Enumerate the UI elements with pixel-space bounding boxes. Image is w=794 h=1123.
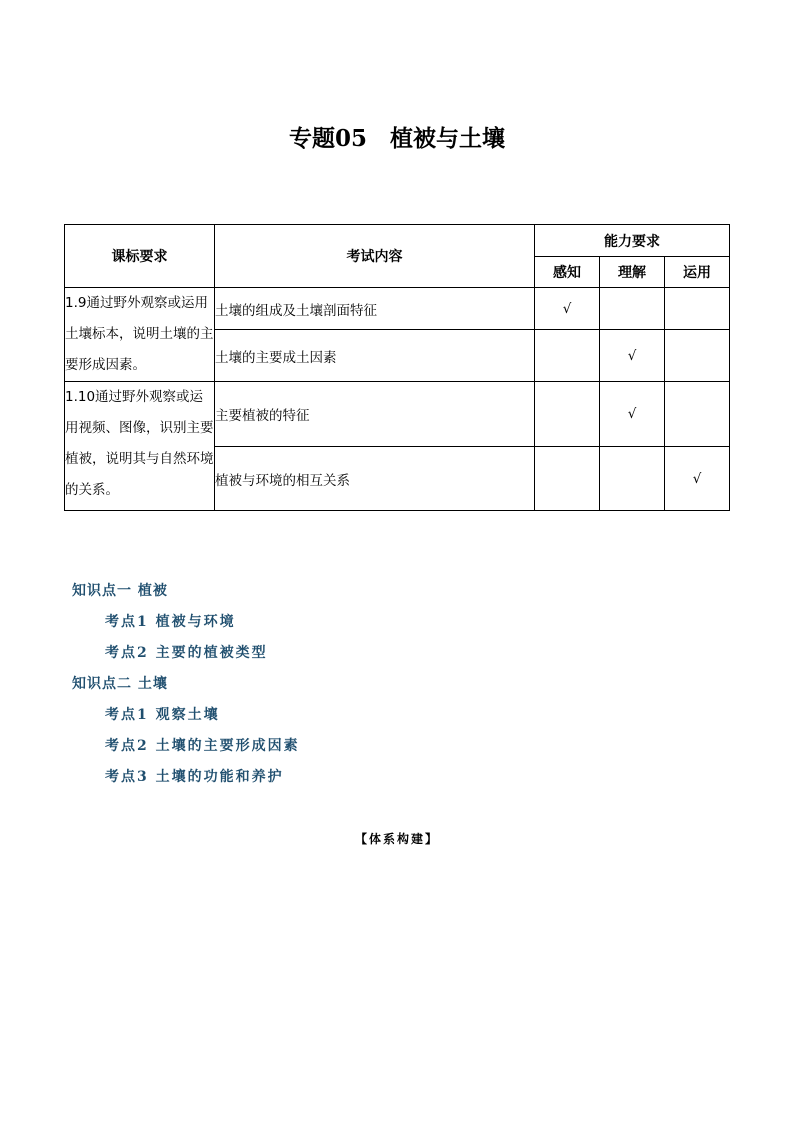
header-content: 考试内容 <box>215 225 535 288</box>
exam-point: 考点3 土壤的功能和养护 <box>105 769 284 785</box>
table-row <box>65 382 730 447</box>
knowledge-outline <box>72 576 300 793</box>
header-ability-understand: 理解 <box>600 257 665 288</box>
content-cell: 土壤的组成及土壤剖面特征 <box>215 288 535 330</box>
exam-point: 考点1 植被与环境 <box>105 614 236 630</box>
exam-point: 考点1 观察土壤 <box>105 707 220 723</box>
requirements-table <box>64 224 730 511</box>
standard-cell: 1.10通过野外观察或运用视频、图像，识别主要植被，说明其与自然环境的关系。 <box>65 382 215 511</box>
knowledge-point-soil: 知识点二 土壤 <box>72 676 168 692</box>
knowledge-point-vegetation: 知识点一 植被 <box>72 583 168 599</box>
check-mark <box>665 382 730 447</box>
exam-point: 考点2 土壤的主要形成因素 <box>105 738 300 754</box>
exam-point: 考点2 主要的植被类型 <box>105 645 268 661</box>
check-mark <box>665 288 730 330</box>
header-ability-perceive: 感知 <box>535 257 600 288</box>
check-mark <box>665 330 730 382</box>
table-row <box>65 288 730 330</box>
page-title: 专题05 植被与土壤 <box>288 125 505 152</box>
check-mark: √ <box>600 330 665 382</box>
check-mark: √ <box>600 382 665 447</box>
check-mark: √ <box>535 288 600 330</box>
header-ability-apply: 运用 <box>665 257 730 288</box>
content-cell: 土壤的主要成土因素 <box>215 330 535 382</box>
check-mark <box>535 382 600 447</box>
check-mark: √ <box>665 447 730 511</box>
check-mark <box>535 447 600 511</box>
content-cell: 植被与环境的相互关系 <box>215 447 535 511</box>
content-cell: 主要植被的特征 <box>215 382 535 447</box>
system-construction-heading: 【体系构建】 <box>354 832 439 846</box>
check-mark <box>600 288 665 330</box>
header-standard: 课标要求 <box>65 225 215 288</box>
check-mark <box>535 330 600 382</box>
check-mark <box>600 447 665 511</box>
header-ability: 能力要求 <box>535 225 730 257</box>
standard-cell: 1.9通过野外观察或运用土壤标本，说明土壤的主要形成因素。 <box>65 288 215 382</box>
